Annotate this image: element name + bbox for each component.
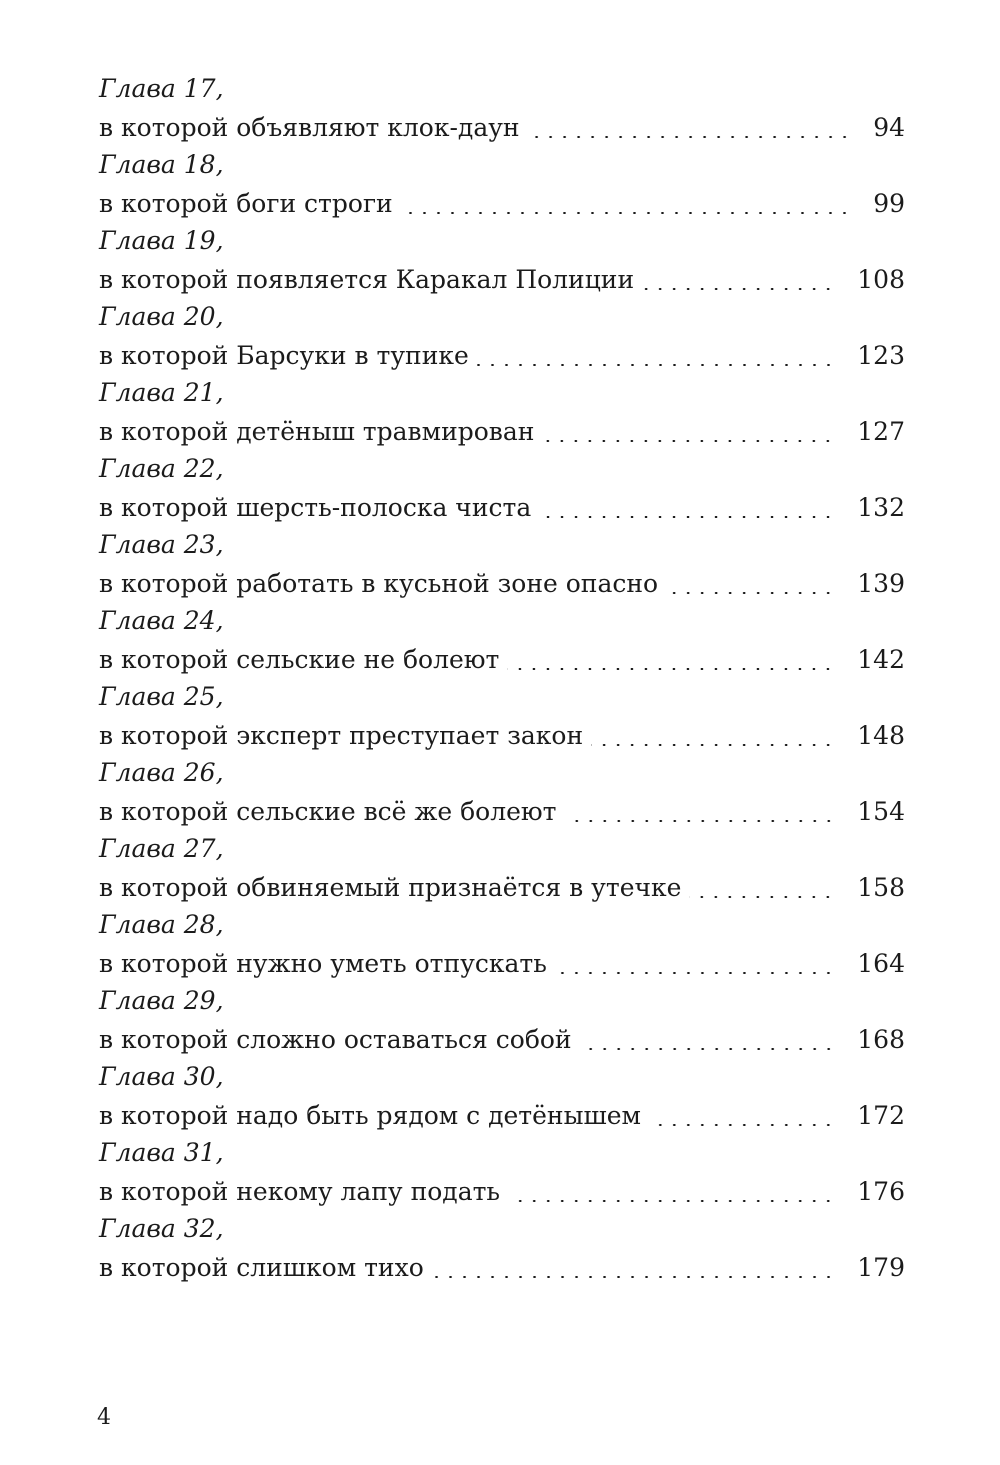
chapter-title: в которой некому лапу подать: [99, 1177, 501, 1206]
toc-entry: [99, 822, 905, 902]
toc-entry: [99, 1202, 905, 1282]
page-number: 123: [857, 341, 905, 370]
chapter-number: Глава 19,: [99, 226, 224, 255]
page-number: 142: [857, 645, 905, 674]
chapter-title: в которой Барсуки в тупике: [99, 341, 469, 370]
page-number: 158: [857, 873, 905, 902]
chapter-title: в которой работать в кусьной зоне опасно: [99, 569, 659, 598]
chapter-title: в которой нужно уметь отпускать: [99, 949, 547, 978]
chapter-number: Глава 23,: [99, 530, 224, 559]
chapter-title: в которой сельские не болеют: [99, 645, 500, 674]
toc-line: [99, 1248, 905, 1288]
chapter-number: Глава 28,: [99, 910, 224, 939]
toc-entry: [99, 974, 905, 1054]
chapter-number: Глава 18,: [99, 150, 224, 179]
chapter-number: Глава 24,: [99, 606, 224, 635]
page-number: 179: [857, 1253, 905, 1282]
toc-entry: [99, 1126, 905, 1206]
toc-entry: [99, 1050, 905, 1130]
page-number: 94: [873, 113, 905, 142]
chapter-title: в которой сложно оставаться собой: [99, 1025, 572, 1054]
page-number: 108: [857, 265, 905, 294]
toc-entry: [99, 290, 905, 370]
page-number: 168: [857, 1025, 905, 1054]
chapter-title: в которой эксперт преступает закон: [99, 721, 584, 750]
chapter-title: в которой детёныш травмирован: [99, 417, 535, 446]
chapter-number: Глава 30,: [99, 1062, 224, 1091]
toc-entry: [99, 670, 905, 750]
toc-entry: [99, 62, 905, 142]
chapter-number: Глава 22,: [99, 454, 224, 483]
chapter-number: Глава 17,: [99, 74, 224, 103]
chapter-number: Глава 32,: [99, 1214, 224, 1243]
toc-entry: [99, 898, 905, 978]
page-number: 176: [857, 1177, 905, 1206]
chapter-number: Глава 31,: [99, 1138, 224, 1167]
chapter-title: в которой боги строги: [99, 189, 393, 218]
toc-entry: [99, 594, 905, 674]
chapter-number: Глава 27,: [99, 834, 224, 863]
chapter-title: в которой сельские всё же болеют: [99, 797, 557, 826]
chapter-number: Глава 25,: [99, 682, 224, 711]
page-number: 164: [857, 949, 905, 978]
toc-entry: [99, 746, 905, 826]
page-number: 132: [857, 493, 905, 522]
chapter-number: Глава 21,: [99, 378, 224, 407]
chapter-number: Глава 26,: [99, 758, 224, 787]
toc-entry: [99, 138, 905, 218]
toc-entry: [99, 366, 905, 446]
dot-leader: [432, 1276, 836, 1278]
page-number: 172: [857, 1101, 905, 1130]
toc-entry: [99, 214, 905, 294]
chapter-title: в которой шерсть-полоска чиста: [99, 493, 532, 522]
toc-entry: [99, 442, 905, 522]
chapter-number: Глава 29,: [99, 986, 224, 1015]
page-number: 139: [857, 569, 905, 598]
toc-entry: [99, 518, 905, 598]
page-number: 127: [857, 417, 905, 446]
page-number: 148: [857, 721, 905, 750]
chapter-number: Глава 20,: [99, 302, 224, 331]
page-number: 154: [857, 797, 905, 826]
chapter-title: в которой появляется Каракал Полиции: [99, 265, 635, 294]
chapter-title: в которой объявляют клок-даун: [99, 113, 520, 142]
page-folio-number: 4: [97, 1405, 111, 1430]
chapter-title: в которой обвиняемый признаётся в утечке: [99, 873, 682, 902]
chapter-title: в которой слишком тихо: [99, 1253, 424, 1282]
page-number: 99: [873, 189, 905, 218]
chapter-title: в которой надо быть рядом с детёнышем: [99, 1101, 641, 1130]
table-of-contents: [99, 62, 905, 1282]
